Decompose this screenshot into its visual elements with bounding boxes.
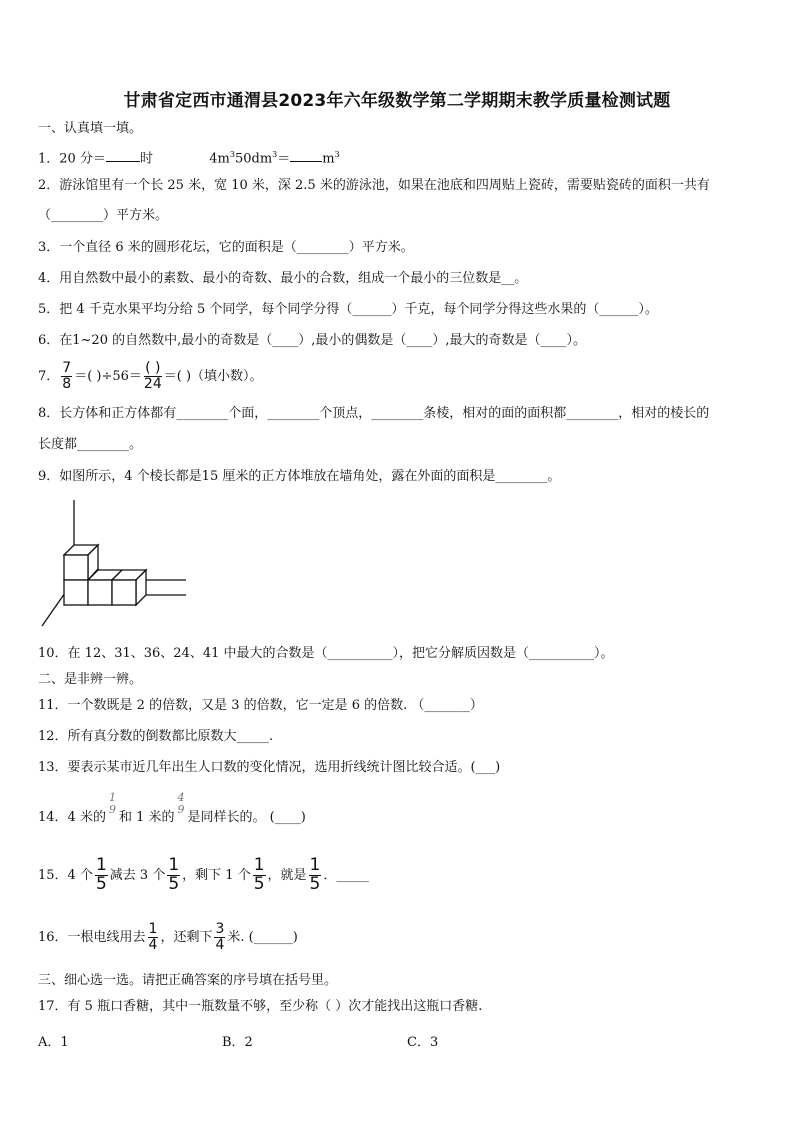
- fraction-blank-24: $\frac{( )}{24}$: [143, 360, 162, 392]
- fraction-3-4: $\frac{3}{4}$: [215, 921, 225, 953]
- option-a: A．1: [38, 1035, 69, 1050]
- option-c: C．3: [407, 1035, 439, 1050]
- question-12: 12．所有真分数的倒数都比原数大_____.: [38, 729, 274, 744]
- question-4: 4．用自然数中最小的素数、最小的奇数、最小的合数，组成一个最小的三位数是__。: [38, 271, 528, 286]
- question-5: 5．把 4 千克水果平均分给 5 个同学，每个同学分得（______）千克，每个同学分得这些水果的（______）。: [38, 302, 658, 317]
- fraction-1-5: $\frac{1}{5}$: [95, 855, 107, 894]
- option-b: B．2: [222, 1035, 253, 1050]
- question-9: 9．如图所示，4 个棱长都是15 厘米的正方体堆放在墙角处，露在外面的面积是________。: [38, 469, 561, 484]
- fraction-7-8: $\frac{7}{8}$: [62, 360, 72, 392]
- question-6: 6．在1~20 的自然数中,最小的奇数是（____）,最小的偶数是（____）,最大的奇数是（____）。: [38, 333, 587, 348]
- question-7: 7． $\frac{7}{8}$ ＝( )÷56＝ $\frac{( )}{24}$ ＝( )（填小数）。: [38, 360, 263, 392]
- fraction-1-9: 1 9: [108, 790, 116, 816]
- fraction-1-5: $\frac{1}{5}$: [168, 855, 180, 894]
- question-8-line-1: 8．长方体和正方体都有________个面，________个顶点，________条棱，相对的面的面积都________，相对的棱长的: [38, 406, 710, 421]
- question-16: 16．一根电线用去 $\frac{1}{4}$ ，还剩下 $\frac{3}{4}$ 米. (______): [38, 921, 298, 953]
- cube-corner-figure: [38, 495, 198, 635]
- fraction-1-4: $\frac{1}{4}$: [148, 921, 158, 953]
- question-14: 14．4 米的 1 9 和 1 米的 4 9 是同样长的。 (____): [38, 790, 306, 825]
- question-17: 17．有 5 瓶口香糖，其中一瓶数量不够，至少称（ ）次才能找出这瓶口香糖.: [38, 999, 483, 1014]
- question-13: 13．要表示某市近几年出生人口数的变化情况，选用折线统计图比较合适。(___): [38, 760, 501, 775]
- fraction-1-5: $\frac{1}{5}$: [309, 855, 321, 894]
- section-1-heading: 一、认真填一填。: [38, 121, 143, 136]
- question-1: 1．20 分＝ 时 $4m^350dm^3= m^3$: [38, 150, 340, 167]
- question-2-line-1: 2．游泳馆里有一个长 25 米，宽 10 米，深 2.5 米的游泳池，如果在池底和四周贴上瓷砖，需要贴瓷砖的面积一共有: [38, 178, 710, 193]
- page-title: 甘肃省定西市通渭县2023年六年级数学第二学期期末教学质量检测试题: [123, 91, 671, 111]
- section-2-heading: 二、是非辨一辨。: [38, 672, 143, 687]
- fraction-1-5: $\frac{1}{5}$: [253, 855, 265, 894]
- question-3: 3．一个直径 6 米的圆形花坛，它的面积是（________）平方米。: [38, 240, 414, 255]
- fraction-4-9: 4 9: [177, 790, 185, 816]
- question-11: 11．一个数既是 2 的倍数，又是 3 的倍数，它一定是 6 的倍数. （_______）: [38, 698, 483, 713]
- question-8-line-2: 长度都________。: [38, 437, 143, 452]
- question-15: 15．4 个 $\frac{1}{5}$ 减去 3 个 $\frac{1}{5}$ ，剩下 1 个 $\frac{1}{5}$ ，就是 $\frac{1}{5}$ ．_____: [38, 855, 369, 894]
- question-10: 10．在 12、31、36、24、41 中最大的合数是（__________），把它分解质因数是（__________）。: [38, 646, 614, 661]
- question-2-line-2: （________）平方米。: [38, 208, 169, 223]
- section-3-heading: 三、细心选一选。请把正确答案的序号填在括号里。: [38, 973, 338, 988]
